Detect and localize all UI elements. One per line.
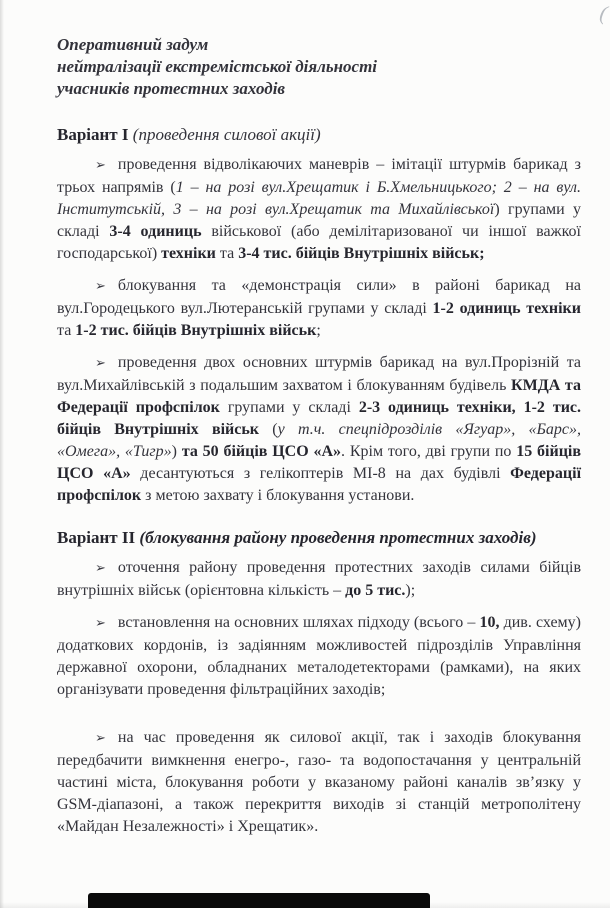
- variant-2-paragraph-2: [57, 612, 581, 701]
- text-run: (проведення силової акції): [132, 125, 321, 144]
- document-title: [57, 34, 581, 100]
- text-run: ): [171, 443, 182, 460]
- bullet-arrow-icon: ➢: [95, 561, 106, 576]
- document-content: [57, 34, 581, 848]
- redaction-bar: [88, 893, 430, 908]
- text-run: десантуються з гелікоптерів МІ-8 на дах будівлі: [130, 465, 511, 482]
- text-run: та: [57, 322, 76, 339]
- text-run: 15 бійців ЦСО «А»: [57, 443, 582, 482]
- text-run: з метою захвату і блокування установи.: [141, 487, 415, 504]
- text-run: Варіант I: [57, 125, 133, 144]
- text-run: у т.ч. спецпідрозділів «Ягуар», «Барс», «Омега», «Тигр»: [57, 421, 582, 460]
- text-run: . Крім того, дві групи по: [341, 443, 517, 460]
- text-run: встановлення на основних шляхах підходу (всього –: [117, 614, 480, 631]
- bullet-arrow-icon: ➢: [95, 616, 106, 631]
- text-run: ;: [316, 322, 321, 339]
- text-run: військової (або демілітаризованої чи іншої важкої господарської): [57, 223, 582, 262]
- bullet-arrow-icon: ➢: [95, 356, 106, 371]
- text-run: (блокування району проведення протестних заходів): [139, 528, 537, 547]
- text-run: 3-4 одиниць: [109, 223, 202, 240]
- variant-2-heading: [57, 527, 581, 549]
- bullet-arrow-icon: ➢: [95, 158, 106, 173]
- variant-1-paragraph-3: [57, 352, 581, 507]
- text-run: 1 – на розі вул.Хрещатик і Б.Хмельницького; 2 – на вул. Інститутській, 3 – на розі вул.Хрещатик та Михайлівської: [57, 179, 582, 218]
- text-run: 10,: [479, 614, 500, 631]
- text-run: групами у складі: [219, 399, 359, 416]
- text-run: Варіант II: [57, 528, 140, 547]
- bullet-arrow-icon: ➢: [95, 279, 106, 294]
- text-run: Федерації профспілок: [57, 465, 582, 504]
- text-run: на час проведення як силової акції, так і заходів блокування передбачити вимкнення енегро-, газо- та водопостачання у центральній частині міста, блокування роботи у вказаному районі каналів зв’язку у GSM-діапазоні, а також перекриття виходів зі станцій метрополітену «Майдан Незалежності» і Хрещатик».: [57, 729, 581, 835]
- title-line-1: Оперативний задум: [57, 35, 209, 54]
- scan-edge-shadow-left: [0, 0, 4, 908]
- text-run: 1-2 одиниць техніки: [432, 300, 581, 317]
- text-run: проведення відволікаючих маневрів – імітації штурмів барикад з трьох напрямів (: [57, 156, 581, 196]
- variant-1-paragraph-1: [57, 154, 581, 265]
- variant-2-paragraph-3: [57, 727, 581, 838]
- text-run: (: [259, 421, 278, 438]
- title-line-2: нейтралізації екстремістської діяльності: [57, 57, 378, 76]
- text-run: );: [405, 582, 416, 599]
- text-run: 2-3 одиниць техніки, 1-2 тис. бійців Внутрішніх військ: [57, 399, 582, 438]
- text-run: ) групами у складі: [57, 201, 582, 240]
- text-run: 1-2 тис. бійців Внутрішніх військ: [75, 322, 317, 339]
- variant-2-section: [57, 527, 581, 838]
- text-run: оточення району проведення протестних заходів силами бійців внутрішніх військ (орієнтовна кількість –: [57, 559, 581, 599]
- text-run: та 50 бійців ЦСО «А»: [181, 443, 342, 460]
- scan-corner-mark: (: [598, 0, 610, 26]
- title-line-3: учасників протестних заходів: [57, 79, 286, 98]
- variant-1-paragraph-2: [57, 275, 581, 342]
- text-run: блокування та «демонстрація сили» в районі барикад на вул.Городецького вул.Лютеранській групами у складі: [57, 277, 581, 317]
- text-run: 3-4 тис. бійців Внутрішніх військ;: [238, 245, 485, 262]
- text-run: див. схему) додаткових кордонів, із задіянням можливостей підрозділів Управління державної охорони, обладнаних металодетекторами (рамками), на яких організувати проведення фільтраційних заходів;: [57, 614, 581, 698]
- variant-1-section: [57, 124, 581, 507]
- text-run: до 5 тис.: [345, 582, 406, 599]
- bullet-arrow-icon: ➢: [95, 731, 106, 746]
- text-run: проведення двох основних штурмів барикад на вул.Прорізній та вул.Михайлівській з подальшим захватом і блокуванням будівель: [57, 354, 581, 394]
- variant-2-paragraph-1: [57, 557, 581, 602]
- text-run: КМДА та Федерації профспілок: [57, 377, 581, 416]
- text-run: та: [215, 245, 239, 262]
- variant-1-heading: [57, 124, 581, 146]
- text-run: техніки: [161, 245, 216, 262]
